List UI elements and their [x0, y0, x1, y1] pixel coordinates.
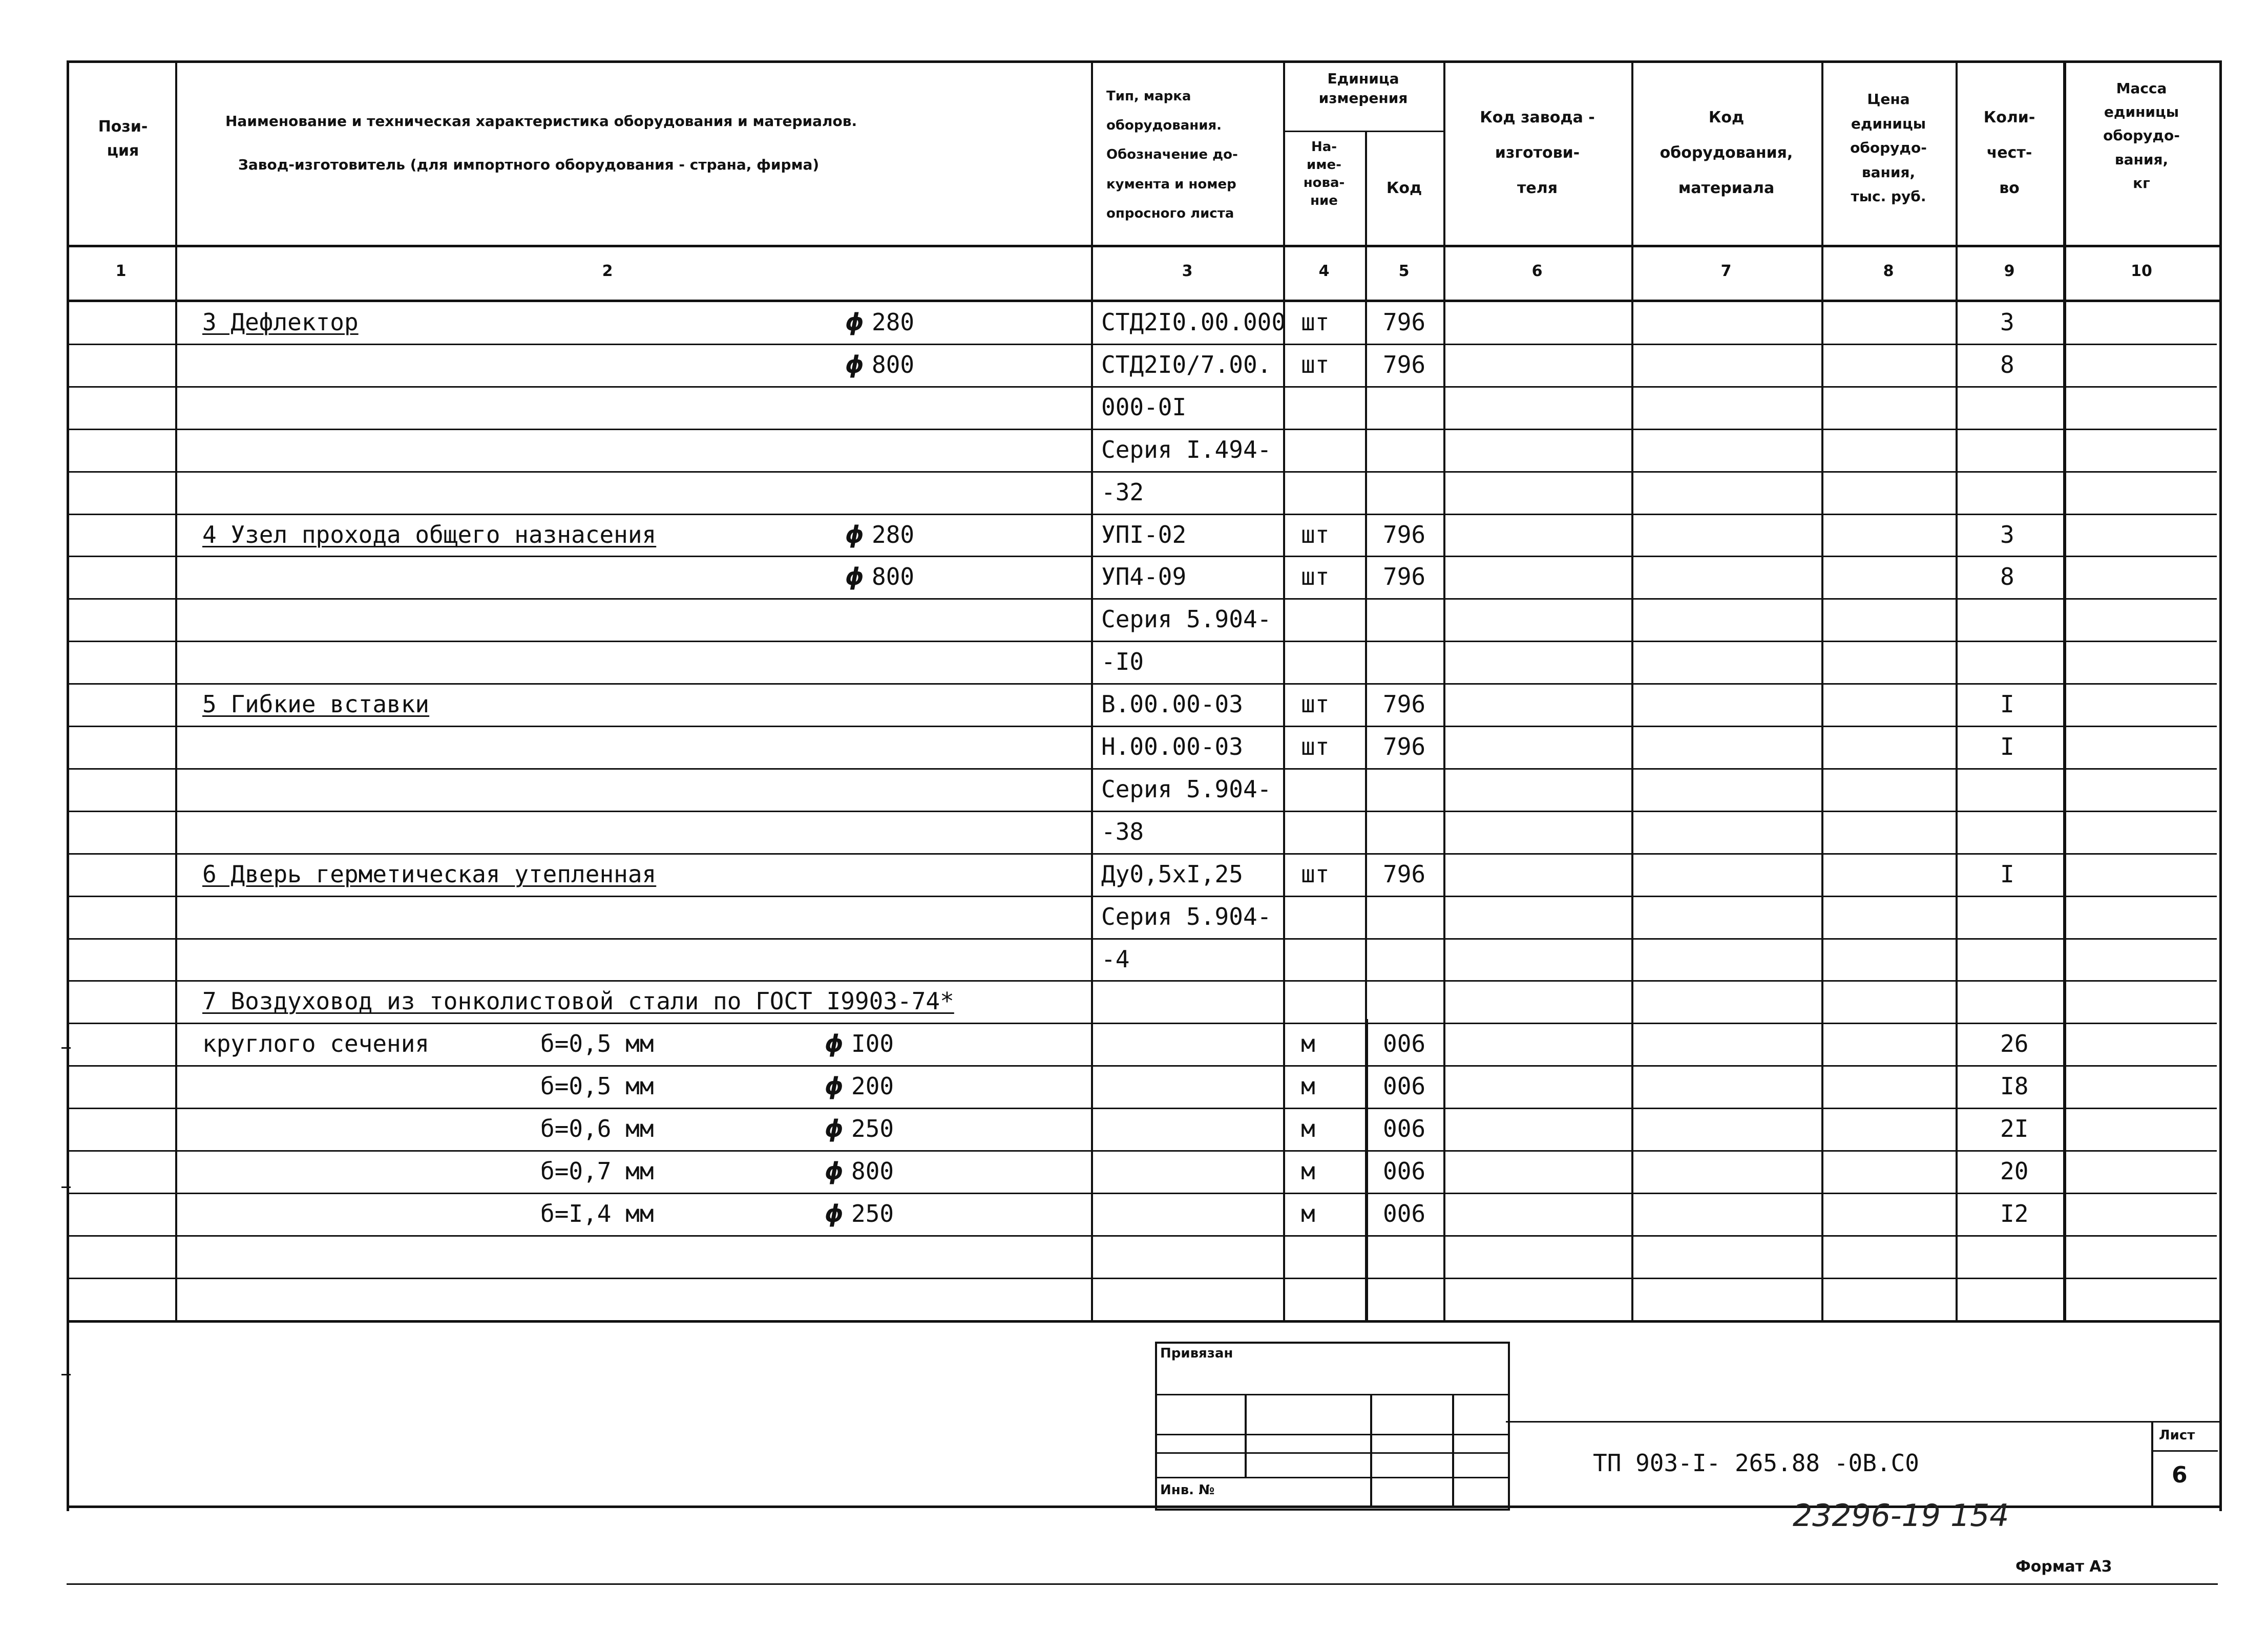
col-number: 1: [115, 262, 127, 280]
item-thickness: б=0,6 мм: [540, 1115, 654, 1142]
row-divider: [69, 768, 2217, 770]
item-unit: м: [1301, 1030, 1315, 1057]
item-unit-code: 006: [1383, 1157, 1426, 1185]
row-divider: [69, 853, 2217, 855]
row-divider: [69, 429, 2217, 430]
item-quantity: 8: [2000, 563, 2014, 590]
item-type: -32: [1101, 478, 1144, 506]
item-unit: шт: [1301, 351, 1330, 378]
diameter-icon: ϕ: [825, 1072, 844, 1100]
row-divider: [69, 471, 2217, 473]
item-unit-code: 796: [1383, 860, 1426, 888]
col-divider: [1631, 60, 1633, 1320]
item-diameter: 800: [872, 563, 915, 590]
item-name: 7 Воздуховод из тонколистовой стали по ГОСТ І9903-74*: [202, 987, 954, 1015]
item-type: 000-0І: [1101, 393, 1187, 421]
stamp-line: [1155, 1452, 1508, 1454]
item-quantity: 2І: [2000, 1115, 2029, 1142]
item-type: -38: [1101, 818, 1144, 845]
handwritten-number: 23296-19 154: [1793, 1498, 2009, 1534]
item-unit: м: [1301, 1200, 1315, 1227]
item-diameter: 250: [851, 1115, 894, 1142]
row-divider: [69, 344, 2217, 345]
row-divider: [69, 514, 2217, 515]
table-bottom: [67, 1320, 2219, 1323]
item-unit: м: [1301, 1115, 1315, 1142]
row-divider: [69, 556, 2217, 557]
header-type: Тип, марка оборудования. Обозначение до- кумента и номер опросного листа: [1106, 89, 1238, 221]
item-type: Н.00.00-03: [1101, 733, 1243, 760]
header-mass: Масса единицы оборудо- вания, кг: [2103, 80, 2180, 192]
item-thickness: б=0,7 мм: [540, 1157, 654, 1185]
item-quantity: 26: [2000, 1030, 2029, 1057]
item-type: Серия 5.904-: [1101, 605, 1272, 633]
item-unit-code: 796: [1383, 733, 1426, 760]
row-divider: [69, 896, 2217, 897]
row-divider: [69, 938, 2217, 940]
col-divider: [1821, 60, 1823, 1320]
item-name: 4 Узел прохода общего назнасения: [202, 521, 657, 548]
item-diameter: І00: [851, 1030, 894, 1057]
item-diameter: 800: [851, 1157, 894, 1185]
row-divider: [69, 641, 2217, 642]
col-divider: [2063, 60, 2066, 1320]
item-unit: шт: [1301, 690, 1330, 718]
col-number: 10: [2131, 262, 2152, 280]
inventory-label: Инв. №: [1160, 1482, 1215, 1498]
margin-tick: [61, 1186, 71, 1188]
title-block-top: [1506, 1421, 2219, 1423]
row-divider: [69, 598, 2217, 600]
col-divider: [1091, 60, 1093, 1320]
item-unit-code: 006: [1383, 1072, 1426, 1100]
col-number: 9: [2004, 262, 2015, 280]
col-number: 4: [1318, 262, 1330, 280]
item-quantity: 8: [2000, 351, 2014, 378]
trim-line: [67, 1583, 2218, 1585]
item-unit-code: 796: [1383, 351, 1426, 378]
colnum-bottom: [67, 300, 2219, 302]
item-type: В.00.00-03: [1101, 690, 1243, 718]
item-unit: шт: [1301, 308, 1330, 336]
item-type: Серия 5.904-: [1101, 775, 1272, 803]
item-unit-code: 006: [1383, 1115, 1426, 1142]
stamp-line: [1155, 1434, 1508, 1435]
item-type: Серия 5.904-: [1101, 903, 1272, 930]
bold-box-edge: [1365, 1019, 1368, 1321]
margin-tick: [61, 1374, 71, 1375]
item-unit: м: [1301, 1157, 1315, 1185]
item-diameter: 250: [851, 1200, 894, 1227]
item-quantity: І: [2000, 690, 2014, 718]
item-diameter: 280: [872, 521, 915, 548]
item-unit: шт: [1301, 860, 1330, 888]
col-number: 5: [1398, 262, 1410, 280]
item-diameter: 200: [851, 1072, 894, 1100]
header-plant-code: Код завода - изготови- теля: [1480, 109, 1595, 197]
item-quantity: І2: [2000, 1200, 2029, 1227]
item-name: 6 Дверь герметическая утепленная: [202, 860, 657, 888]
item-name: 3 Дефлектор: [202, 308, 359, 336]
col-number: 6: [1531, 262, 1543, 280]
header-quantity: Коли- чест- во: [1983, 109, 2035, 197]
item-type: СТД2І0.00.000: [1101, 308, 1286, 336]
item-unit: м: [1301, 1072, 1315, 1100]
item-type: Ду0,5хІ,25: [1101, 860, 1243, 888]
row-divider: [69, 980, 2217, 982]
item-unit-code: 006: [1383, 1030, 1426, 1057]
stamp-line: [1452, 1394, 1454, 1507]
col-number: 8: [1883, 262, 1894, 280]
diameter-icon: ϕ: [825, 1030, 844, 1057]
sheet-number: 6: [2172, 1462, 2188, 1488]
header-unit-code: Код: [1386, 179, 1422, 197]
col-number: 7: [1720, 262, 1732, 280]
diameter-icon: ϕ: [825, 1115, 844, 1142]
col-divider: [1283, 60, 1285, 1320]
header-price: Цена единицы оборудо- вания, тыс. руб.: [1850, 91, 1927, 205]
item-unit-code: 006: [1383, 1200, 1426, 1227]
col-divider: [1443, 60, 1445, 1320]
row-divider: [69, 1065, 2217, 1067]
item-unit: шт: [1301, 733, 1330, 760]
item-diameter: 280: [872, 308, 915, 336]
sheet-box-line: [2151, 1450, 2218, 1452]
stamp-line: [1155, 1394, 1508, 1395]
item-unit: шт: [1301, 521, 1330, 548]
item-quantity: І8: [2000, 1072, 2029, 1100]
item-unit: шт: [1301, 563, 1330, 590]
col-divider: [175, 60, 177, 1320]
margin-tick: [61, 1047, 71, 1049]
item-type: -І0: [1101, 648, 1144, 675]
attached-label: Привязан: [1160, 1346, 1233, 1361]
item-thickness: б=І,4 мм: [540, 1200, 654, 1227]
diameter-icon: ϕ: [845, 308, 864, 336]
unit-group-divider: [1283, 131, 1443, 132]
row-divider: [69, 1023, 2217, 1024]
row-divider: [69, 1278, 2217, 1279]
item-type: УПІ-02: [1101, 521, 1187, 548]
row-divider: [69, 1235, 2217, 1237]
row-divider: [69, 811, 2217, 812]
item-type: УП4-09: [1101, 563, 1187, 590]
header-bottom: [67, 245, 2219, 247]
header-equipment-code: Код оборудования, материала: [1660, 109, 1793, 197]
diameter-icon: ϕ: [825, 1200, 844, 1227]
header-name-line2: Завод-изготовитель (для импортного оборудования - страна, фирма): [238, 156, 820, 173]
item-type: Серия І.494-: [1101, 436, 1272, 463]
item-quantity: 3: [2000, 521, 2014, 548]
item-quantity: І: [2000, 860, 2014, 888]
col-number: 3: [1182, 262, 1193, 280]
document-code: ТП 903-І- 265.88 -0В.С0: [1593, 1449, 1919, 1477]
header-unit-name: На- име- нова- ние: [1303, 139, 1345, 209]
item-thickness: б=0,5 мм: [540, 1030, 654, 1057]
row-divider: [69, 386, 2217, 388]
item-name: 5 Гибкие вставки: [202, 690, 430, 718]
item-quantity: 3: [2000, 308, 2014, 336]
row-divider: [69, 683, 2217, 685]
col-number: 2: [602, 262, 613, 280]
stamp-line: [1155, 1477, 1508, 1478]
sheet-label: Лист: [2159, 1428, 2195, 1443]
row-divider: [69, 1193, 2217, 1194]
item-quantity: І: [2000, 733, 2014, 760]
row-divider: [69, 1150, 2217, 1152]
diameter-icon: ϕ: [845, 563, 864, 590]
item-unit-code: 796: [1383, 308, 1426, 336]
item-name: круглого сечения: [202, 1030, 430, 1057]
row-divider: [69, 726, 2217, 727]
item-quantity: 20: [2000, 1157, 2029, 1185]
bold-box-corner: [1365, 1311, 1368, 1321]
diameter-icon: ϕ: [845, 521, 864, 548]
stamp-line: [1370, 1394, 1372, 1507]
header-name-line1: Наименование и техническая характеристика оборудования и материалов.: [225, 113, 857, 130]
header-unit-group: Единица измерения: [1318, 70, 1408, 107]
format-label: Формат А3: [2015, 1558, 2112, 1576]
diameter-icon: ϕ: [845, 351, 864, 378]
stamp-line: [1245, 1394, 1247, 1477]
item-type: -4: [1101, 945, 1130, 973]
header-position: Пози- ция: [98, 118, 148, 160]
row-divider: [69, 1108, 2217, 1109]
item-thickness: б=0,5 мм: [540, 1072, 654, 1100]
col-divider: [1956, 60, 1958, 1320]
diameter-icon: ϕ: [825, 1157, 844, 1185]
item-diameter: 800: [872, 351, 915, 378]
item-unit-code: 796: [1383, 521, 1426, 548]
item-unit-code: 796: [1383, 563, 1426, 590]
item-unit-code: 796: [1383, 690, 1426, 718]
item-type: СТД2І0/7.00.: [1101, 351, 1272, 378]
